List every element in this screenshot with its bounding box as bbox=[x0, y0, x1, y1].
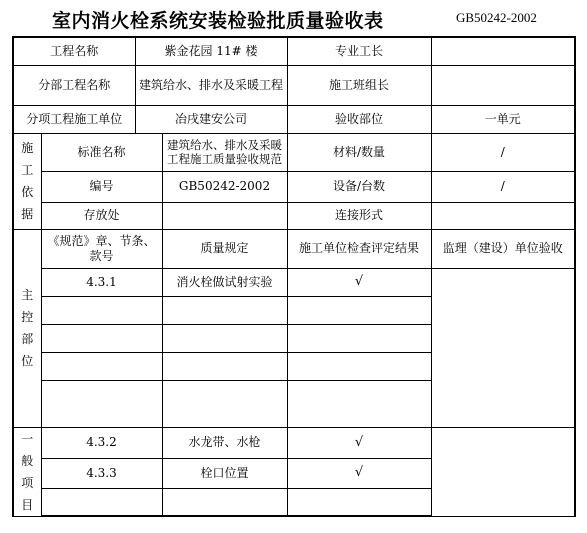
general-item-result: √ bbox=[287, 459, 431, 489]
main-item-result bbox=[287, 296, 431, 324]
main-item-result bbox=[287, 324, 431, 352]
inspection-form-table bbox=[12, 36, 576, 517]
equipment-label: 设备/台数 bbox=[287, 171, 431, 202]
storage-value bbox=[162, 202, 287, 229]
number-value: GB50242-2002 bbox=[162, 171, 287, 202]
main-items-label bbox=[13, 229, 41, 427]
row-standard bbox=[13, 133, 575, 171]
general-items-text: 一般项目 bbox=[21, 431, 34, 512]
materials-label: 材料/数量 bbox=[287, 133, 431, 171]
main-item-result: √ bbox=[287, 268, 431, 296]
general-item-requirement: 水龙带、水枪 bbox=[162, 427, 287, 459]
main-item-row bbox=[13, 268, 575, 296]
general-supervisor-result bbox=[431, 427, 575, 516]
contractor-value: 冶戌建安公司 bbox=[135, 105, 287, 133]
main-item-clause: 4.3.1 bbox=[41, 268, 162, 296]
row-storage bbox=[13, 202, 575, 229]
row-column-headers bbox=[13, 229, 575, 268]
main-item-requirement bbox=[162, 380, 287, 427]
storage-label: 存放处 bbox=[41, 202, 162, 229]
division-label: 分部工程名称 bbox=[13, 65, 135, 105]
team-leader-label: 施工班组长 bbox=[287, 65, 431, 105]
standard-label: 标准名称 bbox=[41, 133, 162, 171]
general-item-result bbox=[287, 488, 431, 516]
main-item-requirement bbox=[162, 352, 287, 380]
row-division bbox=[13, 65, 575, 105]
general-item-requirement bbox=[162, 488, 287, 516]
team-leader-value bbox=[431, 65, 575, 105]
foreman-value bbox=[431, 37, 575, 65]
connection-value bbox=[431, 202, 575, 229]
main-item-clause bbox=[41, 296, 162, 324]
foreman-label: 专业工长 bbox=[287, 37, 431, 65]
col-supervisor-result-header: 监理（建设）单位验收 bbox=[431, 229, 575, 268]
general-item-clause: 4.3.2 bbox=[41, 427, 162, 459]
connection-label: 连接形式 bbox=[287, 202, 431, 229]
basis-group-text: 施工依据 bbox=[21, 141, 34, 221]
location-label: 验收部位 bbox=[287, 105, 431, 133]
main-item-clause bbox=[41, 324, 162, 352]
row-project-name bbox=[13, 37, 575, 65]
main-item-requirement bbox=[162, 296, 287, 324]
row-contractor bbox=[13, 105, 575, 133]
general-item-requirement: 栓口位置 bbox=[162, 459, 287, 489]
general-item-clause: 4.3.3 bbox=[41, 459, 162, 489]
main-item-result bbox=[287, 352, 431, 380]
col-contractor-result-header: 施工单位检查评定结果 bbox=[287, 229, 431, 268]
materials-value: / bbox=[431, 133, 575, 171]
col-clause-header: 《规范》章、节条、款号 bbox=[41, 229, 162, 268]
project-name-value: 紫金花园 11# 楼 bbox=[135, 37, 287, 65]
main-item-result bbox=[287, 380, 431, 427]
general-item-row bbox=[13, 427, 575, 459]
form-header bbox=[0, 6, 587, 32]
main-supervisor-result bbox=[431, 268, 575, 427]
division-value: 建筑给水、排水及采暖工程 bbox=[135, 65, 287, 105]
standard-code: GB50242-2002 bbox=[456, 10, 537, 25]
contractor-label: 分项工程施工单位 bbox=[13, 105, 135, 133]
standard-value: 建筑给水、排水及采暖工程施工质量验收规范 bbox=[162, 133, 287, 171]
main-item-clause bbox=[41, 380, 162, 427]
project-name-label: 工程名称 bbox=[13, 37, 135, 65]
general-item-clause bbox=[41, 488, 162, 516]
row-number bbox=[13, 171, 575, 202]
main-item-clause bbox=[41, 352, 162, 380]
main-item-requirement: 消火栓做试射实验 bbox=[162, 268, 287, 296]
col-requirement-header: 质量规定 bbox=[162, 229, 287, 268]
general-items-label bbox=[13, 427, 41, 516]
equipment-value: / bbox=[431, 171, 575, 202]
general-item-result: √ bbox=[287, 427, 431, 459]
main-items-text: 主控部位 bbox=[21, 288, 34, 368]
number-label: 编号 bbox=[41, 171, 162, 202]
basis-group-label bbox=[13, 133, 41, 229]
main-item-requirement bbox=[162, 324, 287, 352]
form-title: 室内消火栓系统安装检验批质量验收表 bbox=[52, 10, 384, 32]
location-value: 一单元 bbox=[431, 105, 575, 133]
